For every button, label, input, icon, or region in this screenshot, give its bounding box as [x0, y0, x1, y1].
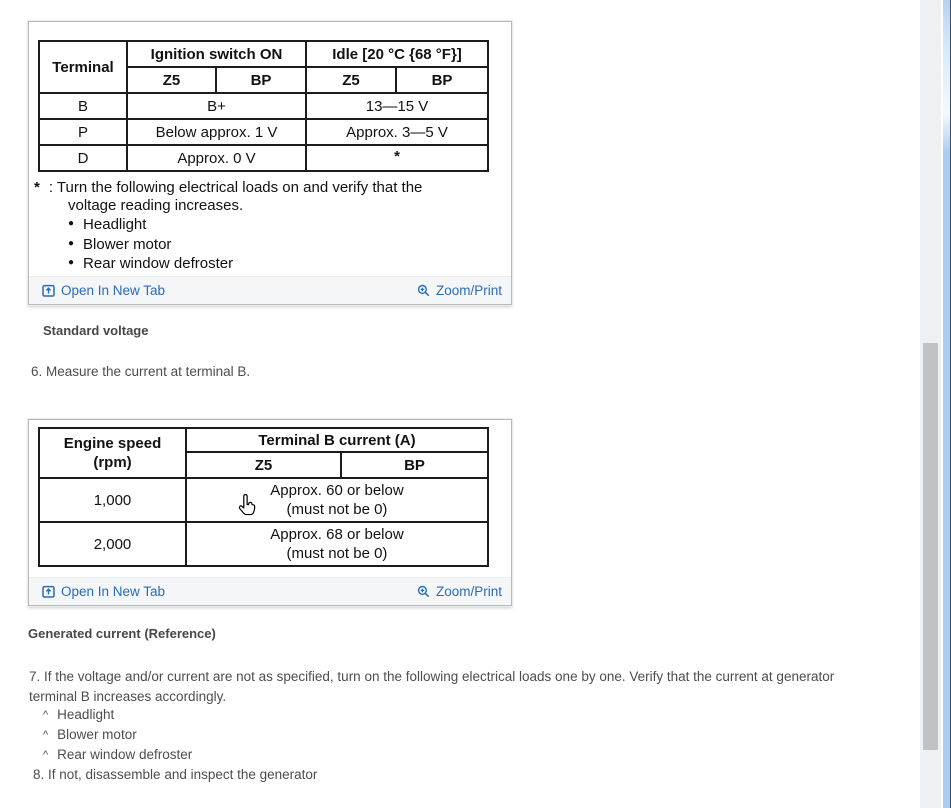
open-in-new-tab-label: Open In New Tab	[61, 584, 166, 599]
list-item	[43, 727, 137, 743]
col-header-terminal: Terminal	[39, 41, 127, 93]
p-idle-value: Approx. 3—5 V	[306, 119, 488, 145]
table-row	[39, 478, 488, 522]
load-headlight: Headlight	[83, 216, 147, 233]
current-image-panel	[28, 419, 512, 606]
image-toolbar	[29, 276, 511, 304]
list-item	[43, 747, 192, 763]
zoom-print-link[interactable]	[417, 283, 502, 298]
list-item	[68, 236, 500, 255]
d-idle-asterisk: *	[306, 143, 488, 169]
table-row	[39, 119, 488, 145]
list-item	[43, 707, 114, 723]
col-group-ignition-on: Ignition switch ON	[127, 41, 306, 67]
col-group-idle: Idle [20 °C {68 °F}]	[306, 41, 488, 67]
open-in-new-tab-link[interactable]	[42, 584, 165, 599]
open-in-new-tab-icon	[42, 284, 55, 297]
zoom-print-link[interactable]	[417, 584, 502, 599]
subcol-z5: Z5	[306, 67, 396, 93]
rpm-1000-cell: 1,000	[39, 478, 186, 522]
subcol-z5: Z5	[127, 67, 216, 93]
voltage-table	[38, 40, 489, 172]
list-item	[68, 216, 500, 235]
load-blower-motor: Blower motor	[57, 727, 137, 742]
current-2000-value: Approx. 68 or below (must not be 0)	[186, 522, 488, 566]
subcol-bp: BP	[341, 452, 488, 478]
zoom-magnifier-icon	[417, 585, 430, 598]
table-footnote	[34, 179, 500, 274]
subcol-z5: Z5	[186, 452, 341, 478]
open-in-new-tab-label: Open In New Tab	[61, 283, 166, 298]
table-row	[39, 145, 488, 171]
voltage-image-panel	[28, 21, 512, 305]
content-scrollbar-thumb[interactable]	[923, 343, 938, 750]
step-6-text: 6. Measure the current at terminal B.	[31, 364, 251, 379]
voltage-table-scan-image[interactable]	[34, 40, 500, 274]
secondary-scrollbar-strip[interactable]	[943, 0, 950, 808]
footnote-text: : Turn the following electrical loads on and verify that the	[48, 179, 423, 196]
bullet-icon: ●	[68, 237, 75, 249]
zoom-print-label: Zoom/Print	[435, 584, 502, 599]
load-blower-motor: Blower motor	[83, 235, 172, 253]
caption-generated-current: Generated current (Reference)	[28, 626, 216, 641]
terminal-b-cell: B	[39, 93, 127, 119]
footnote-text-line2: voltage reading increases.	[68, 197, 244, 214]
col-header-engine-speed: Engine speed (rpm)	[39, 428, 186, 478]
p-ignition-value: Below approx. 1 V	[127, 119, 306, 145]
load-headlight: Headlight	[57, 707, 115, 722]
table-row	[39, 93, 488, 119]
subcol-bp: BP	[216, 67, 306, 93]
load-rear-window-defroster: Rear window defroster	[57, 747, 193, 762]
list-item	[68, 255, 500, 274]
col-group-terminal-b-current: Terminal B current (A)	[186, 428, 488, 452]
terminal-d-cell: D	[39, 145, 127, 171]
step-8-text: 8. If not, disassemble and inspect the generator	[33, 767, 318, 782]
caret-marker: ^	[43, 709, 49, 721]
load-rear-window-defroster: Rear window defroster	[83, 255, 234, 272]
open-in-new-tab-icon	[42, 585, 55, 598]
open-in-new-tab-link[interactable]	[42, 283, 165, 298]
subcol-bp: BP	[396, 67, 488, 93]
bullet-icon: ●	[68, 257, 75, 268]
rpm-2000-cell: 2,000	[39, 522, 186, 566]
zoom-magnifier-icon	[417, 284, 430, 297]
terminal-p-cell: P	[39, 119, 127, 145]
d-ignition-value: Approx. 0 V	[127, 145, 306, 171]
b-ignition-value: B+	[127, 93, 306, 119]
zoom-print-label: Zoom/Print	[435, 283, 502, 298]
b-idle-value: 13—15 V	[306, 93, 488, 119]
step-7-text: 7. If the voltage and/or current are not as specified, turn on the following electrical loads one by one. Verify that the current at generator terminal B increases accordingly.	[29, 669, 835, 704]
current-table	[38, 427, 489, 567]
bullet-icon: ●	[68, 218, 75, 229]
caret-marker: ^	[43, 749, 49, 761]
table-row	[39, 522, 488, 566]
image-toolbar	[29, 577, 511, 605]
asterisk-mark: *	[34, 179, 40, 196]
caret-marker: ^	[43, 729, 49, 741]
current-table-scan-image[interactable]	[38, 427, 500, 567]
caption-standard-voltage: Standard voltage	[43, 323, 149, 338]
current-1000-value: Approx. 60 or below (must not be 0)	[186, 478, 488, 522]
